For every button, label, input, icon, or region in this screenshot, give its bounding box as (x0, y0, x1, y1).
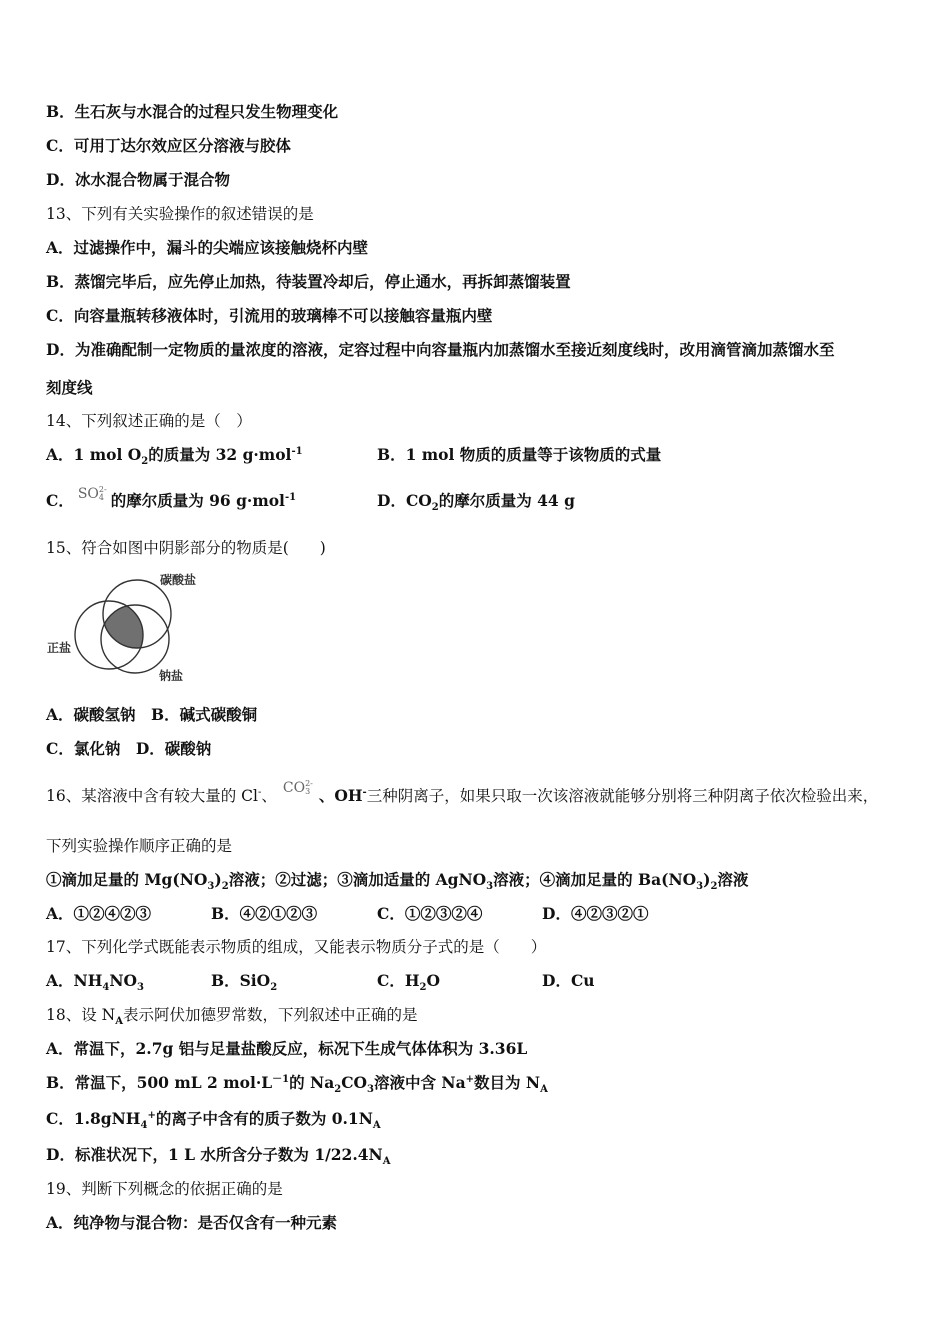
q12-option-c: C．可用丁达尔效应区分溶液与胶体 (46, 136, 291, 155)
q16-option-d: D．④②③②① (542, 904, 649, 923)
q19-stem: 19、判断下列概念的依据正确的是 (46, 1180, 283, 1198)
q12-option-d: D．冰水混合物属于混合物 (46, 170, 230, 189)
q13-option-d-line2: 刻度线 (46, 378, 93, 397)
q13-option-a: A．过滤操作中，漏斗的尖端应该接触烧杯内壁 (46, 238, 369, 257)
q14-option-a: A．1 mol $O_2$的质量为 32 g·mol$^{-1}$ (46, 445, 303, 468)
q14-option-c: C． SO 2- 4 的摩尔质量为 96 g·mol$^{-1}$ (46, 485, 297, 510)
sulfate-ion-formula: SO 2- 4 (77, 485, 107, 502)
q15-options-cd: C．氯化钠 D．碳酸钠 (46, 739, 212, 758)
venn-diagram (44, 570, 214, 688)
q17-option-a: A．$NH_4NO_3$ (46, 971, 144, 994)
q19-option-a: A．纯净物与混合物：是否仅含有一种元素 (46, 1213, 338, 1232)
q18-option-b: B．常温下，500 mL 2 $mol\cdot L^{-1}$的 $Na_2CO_3$溶液中含 Na+数目为 $N_A$ (46, 1073, 548, 1096)
q17-stem: 17、下列化学式既能表示物质的组成，又能表示物质分子式的是（ ） (46, 938, 547, 956)
carbonate-ion-formula: CO 2- 3 (282, 779, 313, 796)
q13-option-c: C．向容量瓶转移液体时，引流用的玻璃棒不可以接触容量瓶内壁 (46, 306, 493, 325)
q17-option-d: D．Cu (542, 971, 595, 990)
q16-steps: ①滴加足量的 $Mg(NO_3)_2$溶液；②过滤；③滴加适量的 AgNO$_3$溶液；④滴加足量的 $Ba(NO_3)_2$溶液 (46, 870, 749, 893)
q16-stem-line2: 下列实验操作顺序正确的是 (46, 837, 233, 855)
q13-stem: 13、下列有关实验操作的叙述错误的是 (46, 205, 314, 223)
q14-option-b: B．1 mol 物质的质量等于该物质的式量 (377, 445, 662, 464)
q14-stem: 14、下列叙述正确的是（ ） (46, 412, 252, 430)
q18-option-c: C．1.8gNH$_4$+的离子中含有的质子数为 $0.1N_A$ (46, 1109, 381, 1132)
q15-stem: 15、符合如图中阴影部分的物质是( ) (46, 539, 326, 557)
q13-option-d-line1: D．为准确配制一定物质的量浓度的溶液，定容过程中向容量瓶内加蒸馏水至接近刻度线时，改用滴管滴加蒸馏水至 (46, 340, 835, 359)
q18-stem: 18、设 $N_A$表示阿伏加德罗常数，下列叙述中正确的是 (46, 1006, 418, 1028)
q13-option-b: B．蒸馏完毕后，应先停止加热，待装置冷却后，停止通水，再拆卸蒸馏装置 (46, 272, 571, 291)
q16-option-b: B．④②①②③ (211, 904, 318, 923)
q15-options-ab: A．碳酸氢钠 B．碱式碳酸铜 (46, 705, 258, 724)
q18-option-d: D．标准状况下，1 L 水所含分子数为 $1/22.4N_A$ (46, 1145, 391, 1168)
q17-option-c: C．$H_2O$ (377, 971, 440, 994)
q16-option-c: C．①②③②④ (377, 904, 483, 923)
q17-option-b: B．SiO$_2$ (211, 971, 278, 994)
q18-option-a: A．常温下，2.7g 铝与足量盐酸反应，标况下生成气体体积为 3.36L (46, 1039, 528, 1058)
venn-label-carbonate: 碳酸盐 (160, 573, 197, 587)
q14-option-d: D．$CO_2$的摩尔质量为 44 g (377, 491, 575, 514)
q16-stem-line1: 16、某溶液中含有较大量的 Cl-、 CO 2- 3 、OH-三种阴离子，如果只取一次该溶液就能够分别将三种阴离子依次检验出来， (46, 779, 879, 805)
q12-option-b: B．生石灰与水混合的过程只发生物理变化 (46, 102, 339, 121)
venn-label-sodium-salt: 钠盐 (159, 669, 184, 683)
venn-label-normal-salt: 正盐 (47, 641, 72, 655)
q16-option-a: A．①②④②③ (46, 904, 152, 923)
